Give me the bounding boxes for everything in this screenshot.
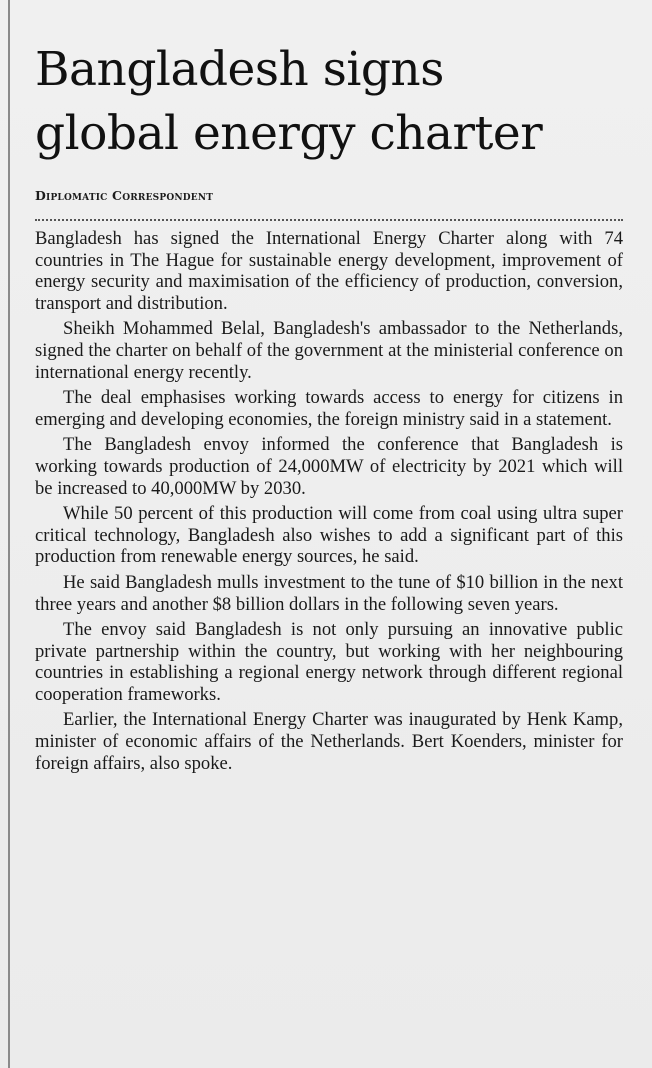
column-rule <box>8 0 10 1068</box>
headline <box>35 38 623 166</box>
paragraph-7: The envoy said Bangladesh is not only pursuing an innovative public private partnership within the country, but working with her neighbouring countries in establishing a regional energy network through different regional cooperation frameworks. <box>35 619 623 705</box>
paragraph-1: Bangladesh has signed the International Energy Charter along with 74 countries in The Hague for sustainable energy development, improvement of energy security and maximisation of the efficiency of production, conversion, transport and distribution. <box>35 228 623 314</box>
paragraph-2: Sheikh Mohammed Belal, Bangladesh's ambassador to the Netherlands, signed the charter on behalf of the government at the ministerial conference on international energy recently. <box>35 318 623 383</box>
headline-line-1: Bangladesh signs <box>35 42 444 97</box>
paragraph-3: The deal emphasises working towards access to energy for citizens in emerging and developing economies, the foreign ministry said in a statement. <box>35 387 623 430</box>
paragraph-4: The Bangladesh envoy informed the conference that Bangladesh is working towards production of 24,000MW of electricity by 2021 which will be increased to 40,000MW by 2030. <box>35 434 623 499</box>
article <box>35 38 623 778</box>
dotted-divider <box>35 219 623 221</box>
paragraph-5: While 50 percent of this production will come from coal using ultra super critical technology, Bangladesh also wishes to add a significant part of this production from renewable energy sources, he said. <box>35 503 623 568</box>
byline: Diplomatic Correspondent <box>35 188 214 203</box>
paragraph-8: Earlier, the International Energy Charter was inaugurated by Henk Kamp, minister of economic affairs of the Netherlands. Bert Koenders, minister for foreign affairs, also spoke. <box>35 709 623 774</box>
article-body <box>35 228 623 774</box>
headline-line-2: global energy charter <box>35 106 543 161</box>
paragraph-6: He said Bangladesh mulls investment to the tune of $10 billion in the next three years and another $8 billion dollars in the following seven years. <box>35 571 623 615</box>
